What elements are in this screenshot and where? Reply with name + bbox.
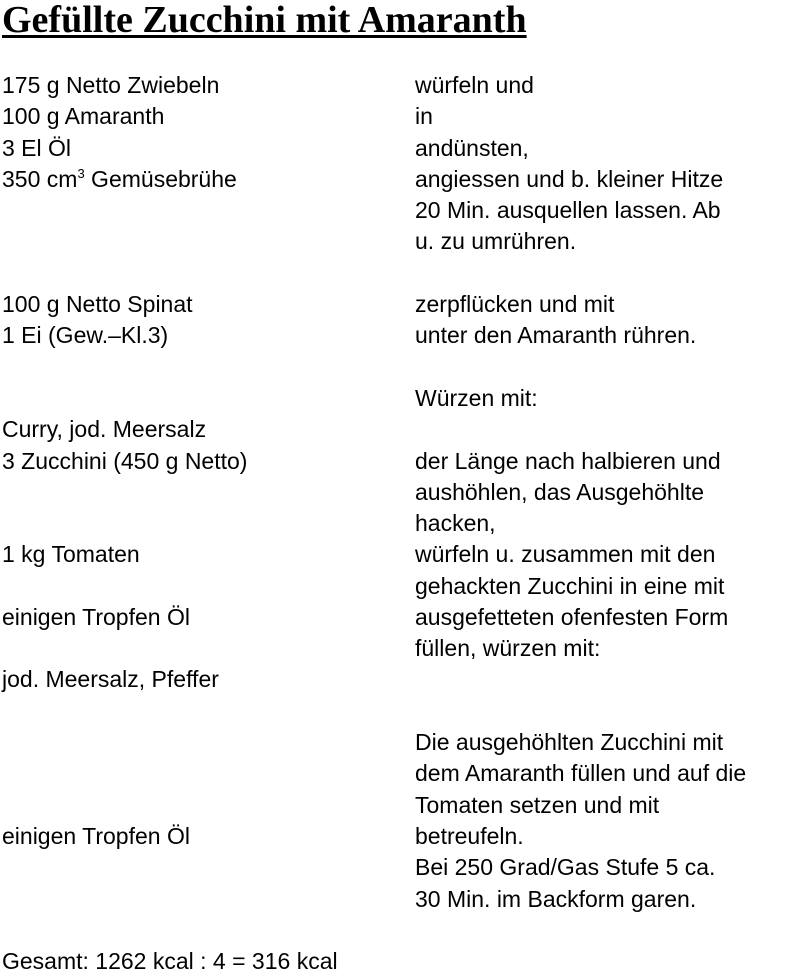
- ingredient-curry-salz: Curry, jod. Meersalz: [2, 416, 207, 442]
- instruction-line: 20 Min. ausquellen lassen. Ab: [415, 197, 721, 223]
- instruction-line: Bei 250 Grad/Gas Stufe 5 ca.: [415, 854, 716, 880]
- ingredient-tomaten: 1 kg Tomaten: [2, 541, 140, 567]
- instruction-line: u. zu umrühren.: [415, 228, 577, 254]
- ingredient-oel-tropfen-1: einigen Tropfen Öl: [2, 604, 190, 630]
- instruction-line: würfeln u. zusammen mit den: [415, 541, 716, 567]
- ingredient-zwiebeln: 175 g Netto Zwiebeln: [2, 72, 220, 98]
- instruction-line: Tomaten setzen und mit: [415, 792, 660, 818]
- instruction-line: hacken,: [415, 510, 496, 536]
- ingredient-zucchini: 3 Zucchini (450 g Netto): [2, 448, 248, 474]
- ingredient-oel: 3 El Öl: [2, 135, 72, 161]
- instruction-line: dem Amaranth füllen und auf die: [415, 760, 747, 786]
- ingredient-salz-pfeffer: jod. Meersalz, Pfeffer: [2, 666, 219, 692]
- bruehe-amount: 350 cm: [2, 166, 78, 192]
- instruction-line: andünsten,: [415, 135, 529, 161]
- instruction-line: unter den Amaranth rühren.: [415, 322, 697, 348]
- ingredient-ei: 1 Ei (Gew.–Kl.3): [2, 322, 169, 348]
- instruction-line: Die ausgehöhlten Zucchini mit: [415, 729, 724, 755]
- instruction-line: ausgefetteten ofenfesten Form: [415, 604, 729, 630]
- ingredient-spinat: 100 g Netto Spinat: [2, 291, 193, 317]
- recipe-title: Gefüllte Zucchini mit Amaranth: [2, 0, 527, 41]
- instruction-line: zerpflücken und mit: [415, 291, 615, 317]
- instruction-line: füllen, würzen mit:: [415, 635, 601, 661]
- instruction-line: 30 Min. im Backform garen.: [415, 886, 697, 912]
- instruction-line: betreufeln.: [415, 823, 524, 849]
- total-calories: Gesamt: 1262 kcal : 4 = 316 kcal: [2, 948, 338, 974]
- instruction-line: der Länge nach halbieren und: [415, 448, 721, 474]
- bruehe-name: Gemüsebrühe: [84, 166, 237, 192]
- instruction-line: aushöhlen, das Ausgehöhlte: [415, 479, 705, 505]
- instruction-line: angiessen und b. kleiner Hitze: [415, 166, 724, 192]
- instruction-line: gehackten Zucchini in eine mit: [415, 573, 725, 599]
- instruction-line: würfeln und: [415, 72, 534, 98]
- ingredient-oel-tropfen-2: einigen Tropfen Öl: [2, 823, 190, 849]
- ingredient-amaranth: 100 g Amaranth: [2, 103, 165, 129]
- instruction-line: Würzen mit:: [415, 385, 538, 411]
- ingredient-gemuesebruehe: [2, 164, 237, 198]
- bruehe-superscript: 3: [77, 166, 85, 181]
- instruction-line: in: [415, 103, 433, 129]
